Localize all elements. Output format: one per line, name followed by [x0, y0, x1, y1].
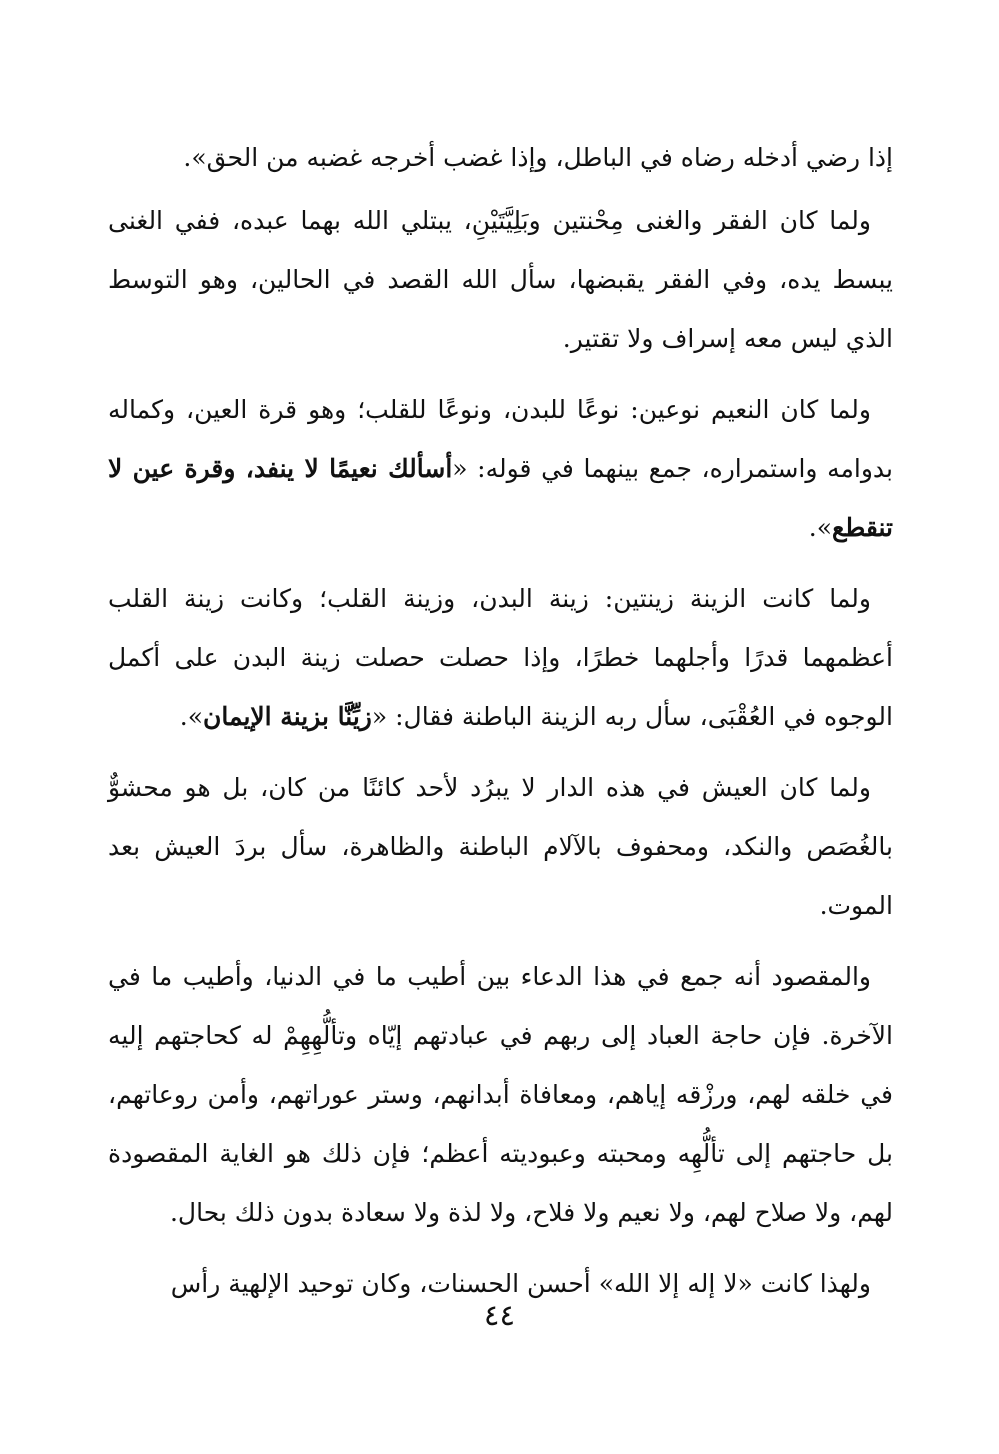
paragraph-3 — [108, 380, 893, 557]
paragraph-text: ولما كان النعيم نوعين: نوعًا للبدن، ونوعًا للقلب؛ وهو قرة العين، وكماله بدوامه واستمراره، جمع بينهما في قوله: « — [108, 395, 893, 483]
paragraph-text: ولما كان العيش في هذه الدار لا يبرُد لأحد كائنًا من كان، بل هو محشوٌّ بالغُصَص والنكد، ومحفوف بالآلام الباطنة والظاهرة، سأل بردَ العيش بعد الموت. — [108, 773, 893, 920]
paragraph-text: ». — [808, 513, 833, 542]
paragraph-text: ولما كان الفقر والغنى مِحْنتين وبَلِيَّتَيْنِ، يبتلي الله بهما عبده، ففي الغنى يبسط يده، وفي الفقر يقبضها، سأل الله القصد في الحالين، وهو التوسط الذي ليس معه إسراف ولا تقتير. — [108, 206, 893, 353]
paragraph-2 — [108, 191, 893, 368]
page-number: ٤٤ — [483, 1298, 516, 1332]
paragraph-4 — [108, 569, 893, 746]
paragraph-6 — [108, 947, 893, 1242]
paragraph-5 — [108, 758, 893, 935]
paragraph-text: ولهذا كانت «لا إله إلا الله» أحسن الحسنات، وكان توحيد الإلهية رأس — [170, 1269, 871, 1298]
hadith-quote: زيِّنَّا بزينة الإيمان — [203, 702, 372, 731]
page-body — [108, 128, 893, 1313]
paragraph-1 — [108, 128, 893, 187]
paragraph-text: والمقصود أنه جمع في هذا الدعاء بين أطيب ما في الدنيا، وأطيب ما في الآخرة. فإن حاجة العباد إلى ربهم في عبادتهم إيّاه وتألُّهِهِمْ له كحاجتهم إليه في خلقه لهم، ورزْقه إياهم، ومعافاة أبدانهم، وستر عوراتهم، وأمن روعاتهم، بل حاجتهم إلى تألُّهِه ومحبته وعبوديته أعظم؛ فإن ذلك هو الغاية المقصودة لهم، ولا صلاح لهم، ولا نعيم ولا فلاح، ولا لذة ولا سعادة بدون ذلك بحال. — [108, 962, 893, 1227]
paragraph-text: إذا رضي أدخله رضاه في الباطل، وإذا غضب أخرجه غضبه من الحق». — [183, 143, 893, 172]
paragraph-text: ». — [179, 702, 204, 731]
hadith-quote: أسألك نعيمًا لا ينفد، وقرة عين لا تنقطع — [108, 454, 893, 542]
paragraph-text: ولما كانت الزينة زينتين: زينة البدن، وزينة القلب؛ وكانت زينة القلب أعظمهما قدرًا وأجلهما خطرًا، وإذا حصلت حصلت زينة البدن على أكمل الوجوه في العُقْبَى، سأل ربه الزينة الباطنة فقال: « — [108, 584, 893, 731]
